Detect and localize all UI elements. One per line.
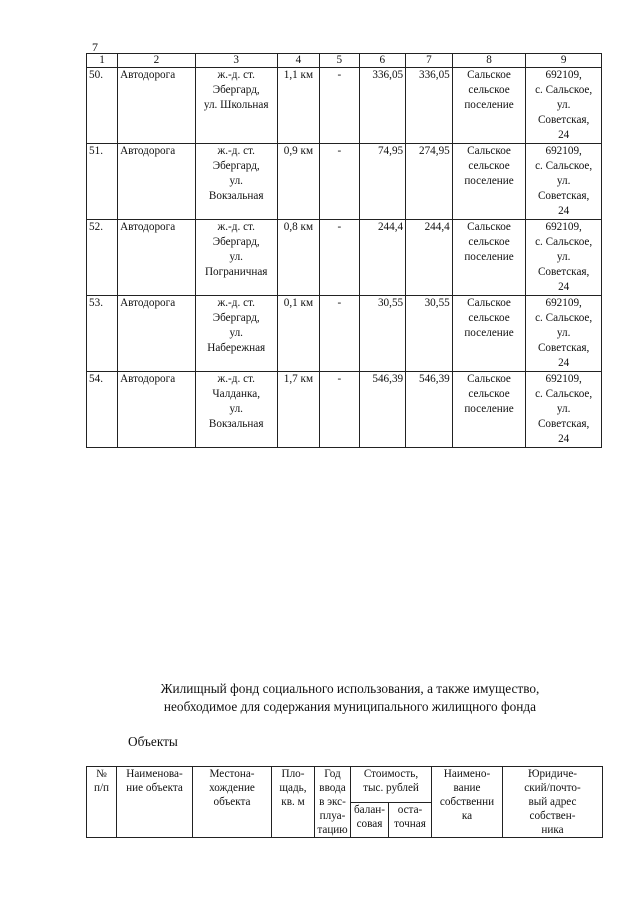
cell-line: поселение (464, 175, 514, 187)
header-name (117, 767, 193, 838)
cell-location (195, 68, 277, 144)
cell-line: ж.-д. ст. (217, 373, 255, 385)
header-line: Наимено- (443, 768, 491, 780)
column-number-row (87, 54, 602, 68)
cell-line: поселение (464, 327, 514, 339)
header-owner (432, 767, 503, 838)
cell-num: 50. (87, 68, 118, 144)
header-line: балан- (353, 803, 386, 816)
cell-line: Советская, (537, 418, 590, 430)
objects-label: Объекты (128, 734, 178, 749)
cell-line: с. Сальское, (535, 84, 593, 96)
section-heading-line-2: необходимое для содержания муниципального жилищного фонда (163, 699, 537, 714)
column-number: 3 (195, 54, 277, 68)
column-number: 4 (277, 54, 319, 68)
header-line: в экс- (319, 796, 346, 808)
cell-line: поселение (464, 99, 514, 111)
cell-line: ул. (556, 403, 571, 415)
header-line: ввода (319, 782, 346, 794)
cell-line: 692109, (545, 221, 582, 233)
cell-line: 24 (558, 281, 570, 293)
cell-line: Советская, (537, 342, 590, 354)
header-line: собственни (439, 796, 495, 808)
cell-line: Эбергард, (212, 160, 260, 172)
cell-line: сельское (468, 84, 510, 96)
cell-balance: 30,55 (359, 296, 406, 372)
cell-line: 24 (558, 129, 570, 141)
cell-line: ж.-д. ст. (217, 297, 255, 309)
cell-line: сельское (468, 388, 510, 400)
column-number: 7 (406, 54, 453, 68)
cell-num: 51. (87, 144, 118, 220)
cell-line: Чалданка, (212, 388, 260, 400)
cell-line: 692109, (545, 145, 582, 157)
cell-year: - (320, 296, 359, 372)
cell-length: 1,7 км (277, 372, 319, 448)
cell-line: 692109, (545, 373, 582, 385)
roads-table (86, 53, 602, 448)
column-number: 2 (118, 54, 196, 68)
column-number: 8 (452, 54, 526, 68)
header-line: точная (394, 817, 426, 830)
header-line: тацию (317, 824, 348, 836)
header-balance (351, 802, 389, 838)
header-residual (389, 802, 432, 838)
header-line: кв. м (281, 796, 305, 808)
header-cost (351, 767, 432, 803)
cell-line: Эбергард, (212, 312, 260, 324)
cell-balance: 336,05 (359, 68, 406, 144)
header-line: ка (461, 810, 473, 822)
cell-line: 24 (558, 433, 570, 445)
cell-line: ул. (556, 327, 571, 339)
column-number: 6 (359, 54, 406, 68)
cell-address (526, 372, 602, 448)
header-line: щадь, (279, 782, 307, 794)
cell-line: сельское (468, 312, 510, 324)
cell-line: ул. (229, 175, 243, 187)
cell-line: Вокзальная (208, 418, 264, 430)
cell-owner (452, 68, 526, 144)
header-line: Пло- (281, 768, 305, 780)
header-line: Стоимость, (363, 768, 419, 780)
header-line: Наименова- (126, 768, 183, 780)
cell-residual: 244,4 (406, 220, 453, 296)
cell-name: Автодорога (118, 372, 196, 448)
header-line: Год (324, 768, 341, 780)
cell-name: Автодорога (118, 144, 196, 220)
cell-length: 0,9 км (277, 144, 319, 220)
page-number: 7 (92, 40, 98, 54)
table-row (87, 296, 602, 372)
cell-line: Эбергард, (212, 236, 260, 248)
cell-line: Вокзальная (208, 190, 264, 202)
cell-line: ж.-д. ст. (217, 145, 255, 157)
column-number: 1 (87, 54, 118, 68)
cell-length: 1,1 км (277, 68, 319, 144)
cell-line: Советская, (537, 266, 590, 278)
cell-location (195, 296, 277, 372)
header-area (272, 767, 315, 838)
cell-balance: 74,95 (359, 144, 406, 220)
cell-line: Советская, (537, 190, 590, 202)
cell-balance: 244,4 (359, 220, 406, 296)
cell-name: Автодорога (118, 220, 196, 296)
cell-line: Сальское (467, 69, 511, 81)
table-row (87, 68, 602, 144)
cell-num: 52. (87, 220, 118, 296)
header-line: собствен- (529, 810, 576, 822)
header-line: оста- (397, 803, 423, 816)
header-line: вый адрес (528, 796, 577, 808)
column-number: 9 (526, 54, 602, 68)
cell-line: ул. (229, 327, 243, 339)
header-num (87, 767, 117, 838)
table-row (87, 372, 602, 448)
cell-location (195, 220, 277, 296)
cell-line: ж.-д. ст. (217, 69, 255, 81)
table-row (87, 144, 602, 220)
cell-year: - (320, 220, 359, 296)
cell-location (195, 144, 277, 220)
cell-line: 692109, (545, 297, 582, 309)
cell-line: поселение (464, 403, 514, 415)
cell-owner (452, 372, 526, 448)
header-line: п/п (93, 782, 110, 794)
cell-year: - (320, 144, 359, 220)
cell-num: 53. (87, 296, 118, 372)
cell-line: Советская, (537, 114, 590, 126)
cell-owner (452, 220, 526, 296)
cell-residual: 30,55 (406, 296, 453, 372)
cell-line: поселение (464, 251, 514, 263)
cell-line: Эбергард, (212, 84, 260, 96)
cell-line: Набережная (207, 342, 266, 354)
cell-line: с. Сальское, (535, 160, 593, 172)
cell-line: 692109, (545, 69, 582, 81)
cell-line: 24 (558, 205, 570, 217)
cell-year: - (320, 372, 359, 448)
header-line: Юридиче- (527, 768, 578, 780)
cell-line: ул. (556, 175, 571, 187)
cell-address (526, 68, 602, 144)
cell-address (526, 220, 602, 296)
header-year (315, 767, 351, 838)
cell-line: сельское (468, 236, 510, 248)
header-line: плуа- (319, 810, 346, 822)
header-line: ника (541, 824, 564, 836)
cell-balance: 546,39 (359, 372, 406, 448)
cell-line: 24 (558, 357, 570, 369)
header-location (193, 767, 272, 838)
section-heading-line-1: Жилищный фонд социального использования, а также имущество, (160, 681, 540, 696)
cell-line: ул. (229, 251, 243, 263)
cell-name: Автодорога (118, 68, 196, 144)
cell-length: 0,8 км (277, 220, 319, 296)
table-row (87, 220, 602, 296)
housing-fund-table (86, 766, 603, 838)
cell-residual: 546,39 (406, 372, 453, 448)
cell-line: ул. (556, 251, 571, 263)
cell-length: 0,1 км (277, 296, 319, 372)
header-line: тыс. рублей (363, 782, 419, 794)
cell-line: Сальское (467, 221, 511, 233)
cell-name: Автодорога (118, 296, 196, 372)
cell-line: ж.-д. ст. (217, 221, 255, 233)
cell-line: Сальское (467, 145, 511, 157)
header-line: ние объекта (126, 782, 183, 794)
cell-line: Пограничная (204, 266, 268, 278)
cell-location (195, 372, 277, 448)
header-line: объекта (213, 796, 251, 808)
cell-line: с. Сальское, (535, 312, 593, 324)
cell-line: сельское (468, 160, 510, 172)
cell-address (526, 296, 602, 372)
cell-owner (452, 296, 526, 372)
cell-num: 54. (87, 372, 118, 448)
cell-line: с. Сальское, (535, 236, 593, 248)
cell-line: Сальское (467, 297, 511, 309)
cell-address (526, 144, 602, 220)
header-line: совая (356, 817, 383, 830)
header-line: ский/почто- (524, 782, 581, 794)
header-line: вание (453, 782, 481, 794)
header-line: Местона- (209, 768, 255, 780)
cell-line: ул. Школьная (203, 99, 269, 111)
header-line: № (96, 768, 107, 780)
column-number: 5 (320, 54, 359, 68)
cell-line: ул. (556, 99, 571, 111)
cell-owner (452, 144, 526, 220)
header-address (503, 767, 603, 838)
header-line: хождение (209, 782, 255, 794)
cell-residual: 336,05 (406, 68, 453, 144)
cell-year: - (320, 68, 359, 144)
cell-residual: 274,95 (406, 144, 453, 220)
cell-line: ул. (229, 403, 243, 415)
cell-line: с. Сальское, (535, 388, 593, 400)
cell-line: Сальское (467, 373, 511, 385)
